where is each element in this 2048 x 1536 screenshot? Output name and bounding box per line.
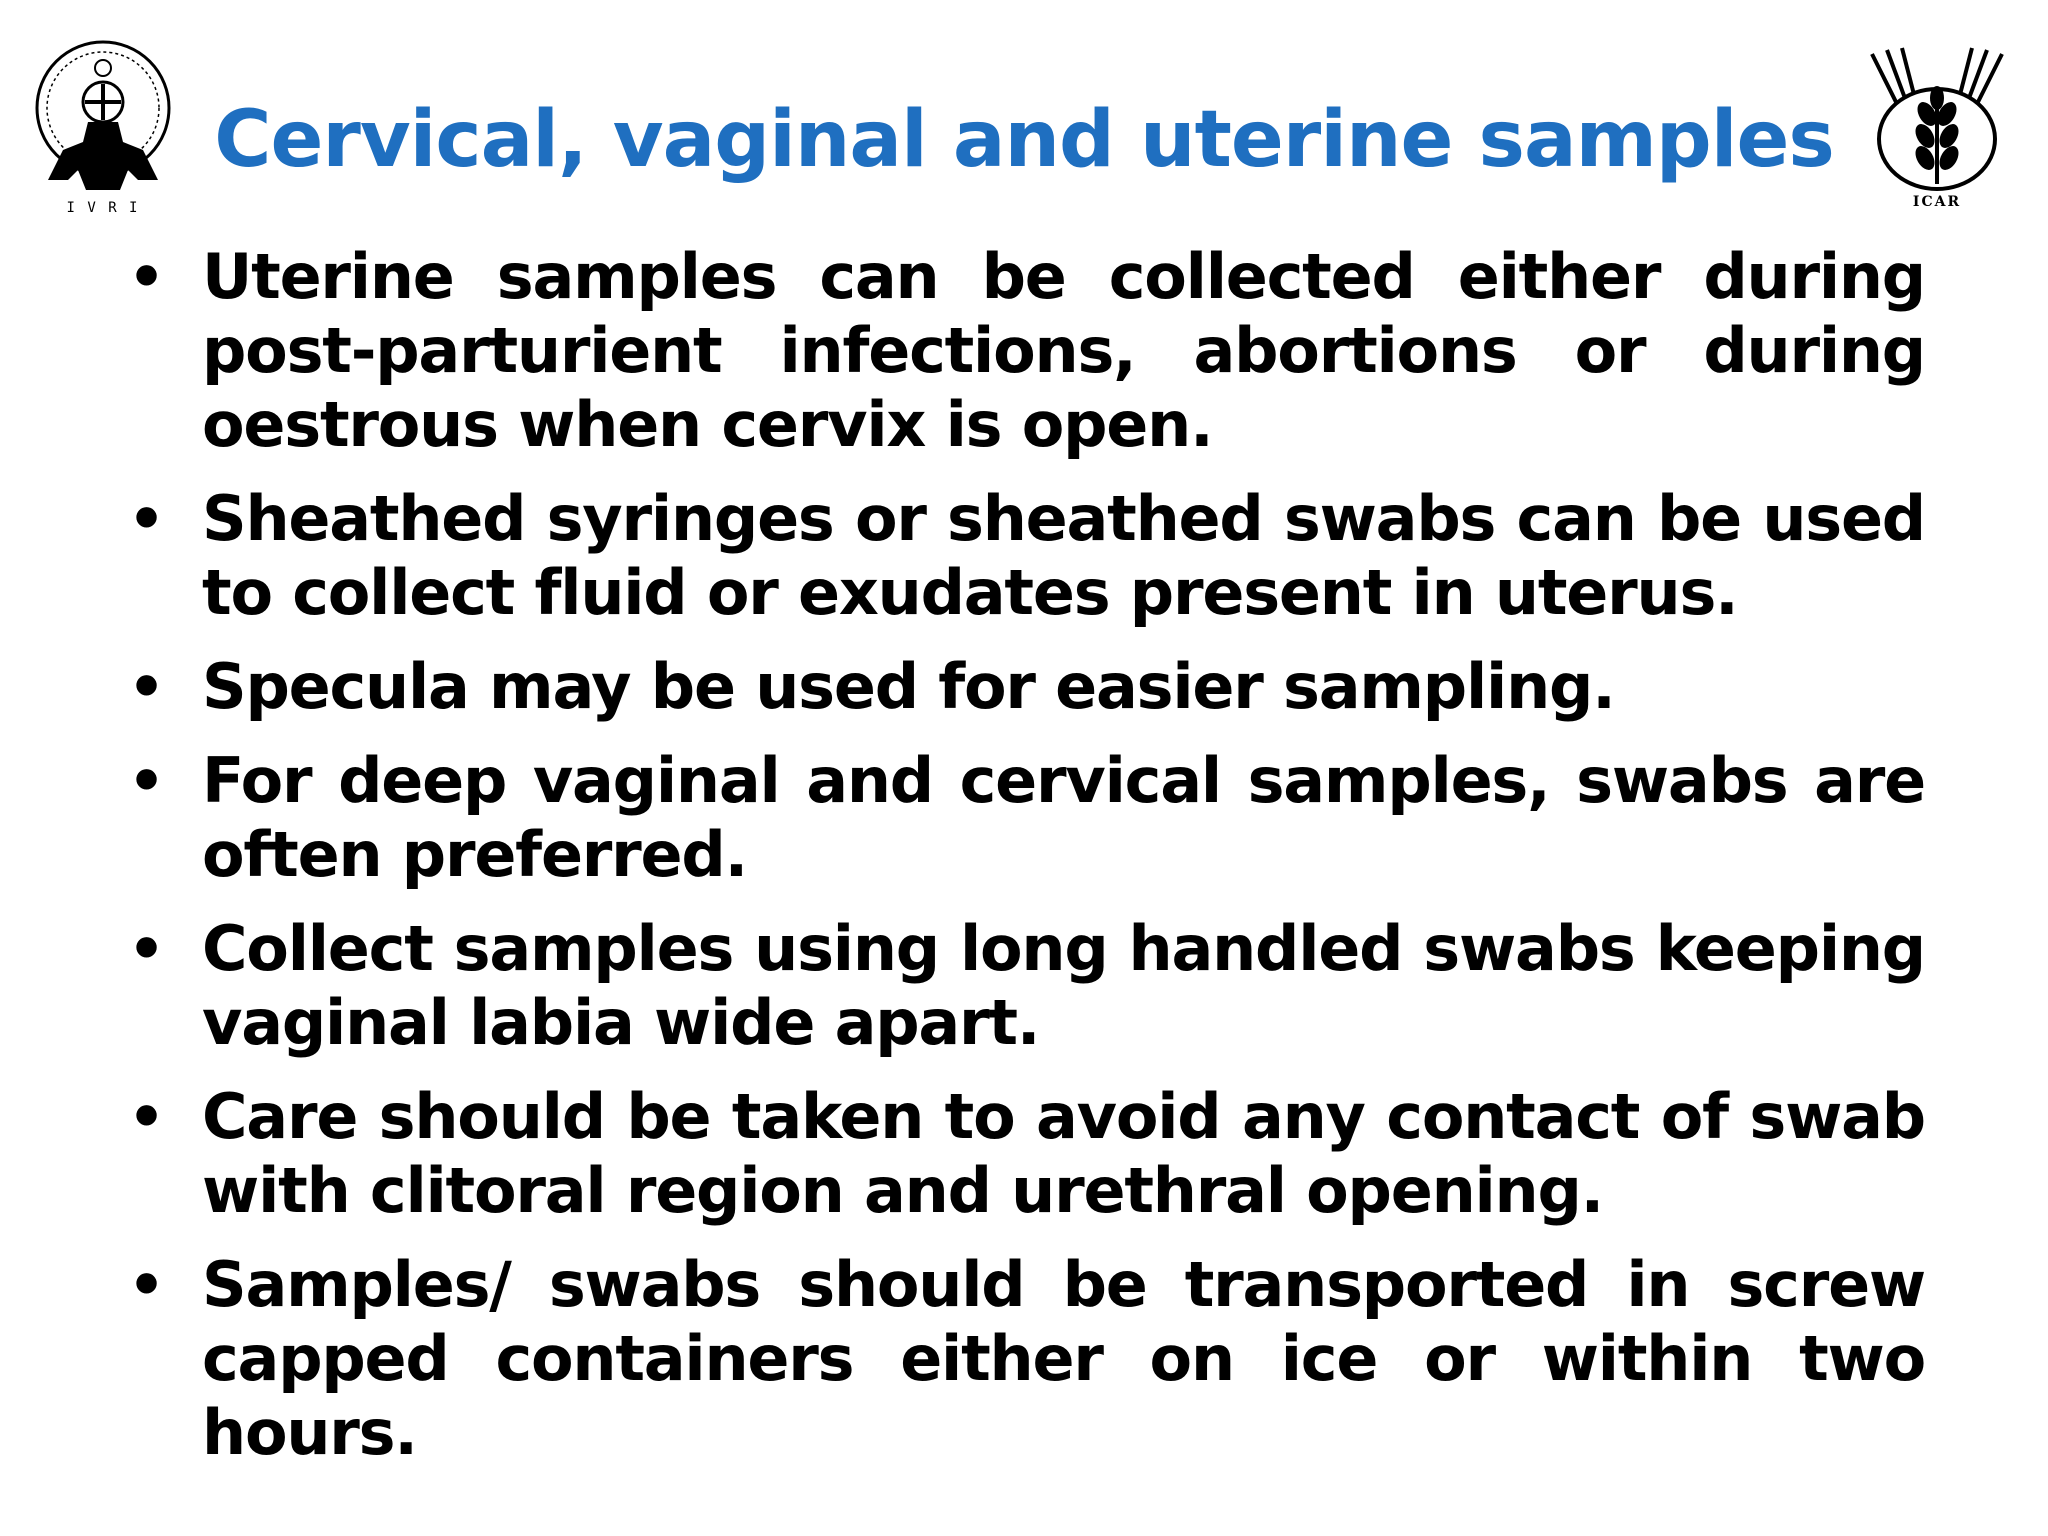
- bullet-text: Uterine samples can be collected either during post-parturient infections, abortions or during oestrous when cervix is open.: [202, 240, 1925, 461]
- bullet-dot-icon: •: [128, 1083, 164, 1151]
- bullet-dot-icon: •: [128, 243, 164, 311]
- ivri-logo: [28, 30, 178, 220]
- bullet-dot-icon: •: [128, 915, 164, 983]
- icar-logo: [1852, 44, 2022, 224]
- ivri-logo-caption: I V R I: [66, 200, 140, 216]
- bullet-dot-icon: •: [128, 747, 164, 815]
- bullet-text: Collect samples using long handled swabs keeping vaginal labia wide apart.: [202, 912, 1925, 1059]
- bullet-item: [120, 240, 1925, 462]
- bullet-text: For deep vaginal and cervical samples, swabs are often preferred.: [202, 744, 1925, 891]
- slide-title: Cervical, vaginal and uterine samples: [214, 95, 1834, 185]
- icar-logo-caption: ICAR: [1912, 194, 1962, 210]
- bullet-text: Samples/ swabs should be transported in screw capped containers either on ice or within two hours.: [202, 1248, 1925, 1469]
- bullet-item: [120, 744, 1925, 892]
- bullet-dot-icon: •: [128, 485, 164, 553]
- bullet-item: [120, 1248, 1925, 1470]
- bullet-item: [120, 912, 1925, 1060]
- bullet-text: Care should be taken to avoid any contact of swab with clitoral region and urethral opening.: [202, 1080, 1925, 1227]
- bullet-item: [120, 482, 1925, 630]
- bullet-item: [120, 1080, 1925, 1228]
- bullet-item: [120, 650, 1925, 724]
- bullet-dot-icon: •: [128, 1251, 164, 1319]
- bullet-dot-icon: •: [128, 653, 164, 721]
- bullet-text: Sheathed syringes or sheathed swabs can be used to collect fluid or exudates present in uterus.: [202, 482, 1925, 629]
- bullet-list: [120, 240, 1925, 1490]
- ivri-emblem-icon: [28, 30, 178, 220]
- bullet-text: Specula may be used for easier sampling.: [202, 650, 1615, 723]
